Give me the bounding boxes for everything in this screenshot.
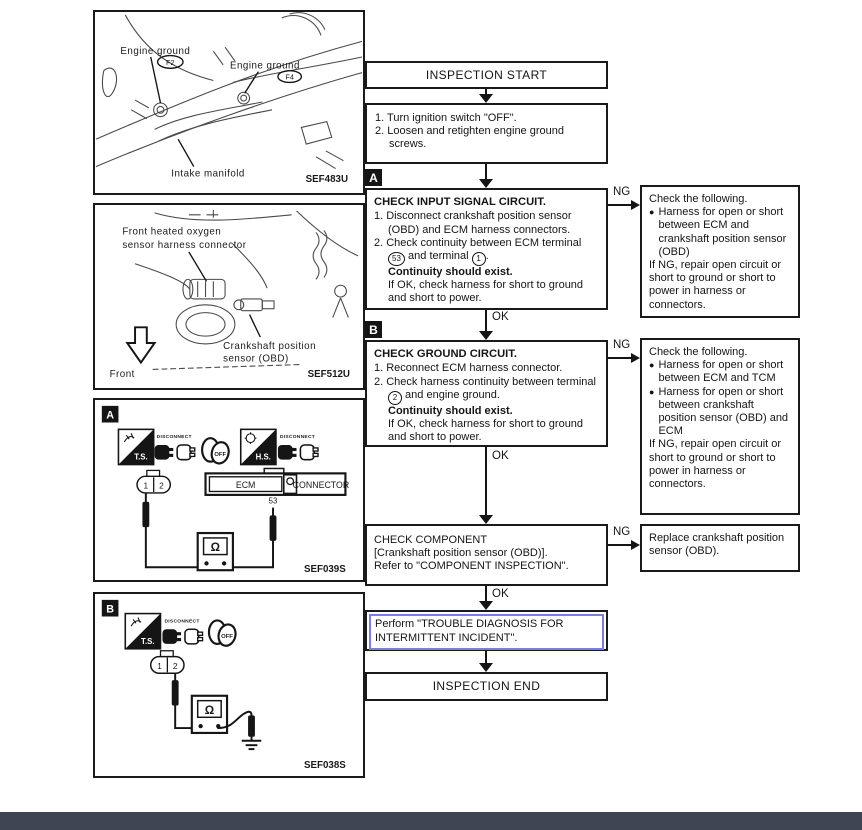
inspection-end-label: INSPECTION END xyxy=(432,679,541,694)
ng-label: NG xyxy=(613,526,631,538)
if-ng-note: If NG, repair open circuit or short to ground or short to power in harness or connectors. xyxy=(649,258,782,311)
diagram-a-badge-label: A xyxy=(106,409,115,422)
prep-step-2: 2. Loosen and retighten engine ground screws. xyxy=(375,125,564,151)
flow-arrow xyxy=(485,164,487,179)
replace-sensor-box xyxy=(640,524,800,572)
probe xyxy=(142,502,149,527)
inspection-end-box xyxy=(365,672,608,701)
bullet-icon: ● xyxy=(649,360,655,371)
leader-line xyxy=(245,72,259,94)
ohm-symbol: Ω xyxy=(210,541,221,555)
terminal-53-badge: 53 xyxy=(388,252,405,266)
replace-sensor-text: Replace crankshaft position sensor (OBD). xyxy=(649,532,785,558)
check-component-box xyxy=(365,524,608,586)
ts-tool-icon xyxy=(125,614,160,649)
disconnect-label: DISCONNECT xyxy=(279,435,316,441)
continuity-note: Continuity should exist. xyxy=(388,266,513,278)
ng-label: NG xyxy=(613,339,631,351)
hs-tool-icon xyxy=(241,429,276,464)
intake-manifold-label: Intake manifold xyxy=(171,168,245,180)
figure-code: SEF483U xyxy=(305,174,349,186)
step-a-badge xyxy=(365,169,382,186)
off-label: OFF xyxy=(214,451,227,458)
ok-label: OK xyxy=(492,588,509,600)
ng-check-harness-box-1 xyxy=(640,185,800,318)
ground-symbol-icon xyxy=(242,741,262,749)
sensor-connector-pins xyxy=(151,651,184,674)
ignition-off-icon xyxy=(202,438,231,465)
flow-arrowhead xyxy=(479,601,493,610)
sensor-connector-pins xyxy=(137,470,170,493)
flow-arrow xyxy=(485,586,487,601)
leader-line xyxy=(250,315,261,338)
bullet-icon: ● xyxy=(649,207,655,218)
probe xyxy=(172,680,179,705)
ng-arrowhead xyxy=(631,540,640,550)
harness-bullet: ● Harness for open or short between crankshaft position sensor (OBD) and ECM xyxy=(649,385,789,438)
engine-ground-label-1: Engine ground xyxy=(120,46,191,58)
check-input-signal-title: CHECK INPUT SIGNAL CIRCUIT. xyxy=(374,196,546,208)
leader-line xyxy=(151,57,161,103)
engine-ground-illustration-panel xyxy=(93,10,365,195)
disconnect-label: DISCONNECT xyxy=(164,619,200,625)
ckp-sensor-label-line1: Crankshaft position xyxy=(223,340,317,352)
flow-arrow xyxy=(485,447,487,515)
ng-check-harness-box-2 xyxy=(640,338,800,515)
front-label: Front xyxy=(109,369,135,381)
check-input-step-1: 1. Disconnect crankshaft position sensor (OBD) and ECM harness connectors. xyxy=(374,210,572,236)
intermittent-incident-link[interactable]: Perform "TROUBLE DIAGNOSIS FOR INTERMITTENT INCIDENT". xyxy=(369,614,604,650)
inspection-start-label: INSPECTION START xyxy=(425,67,548,82)
check-component-line1: CHECK COMPONENT xyxy=(374,534,488,546)
terminal-2-badge: 2 xyxy=(388,391,402,405)
ok-label: OK xyxy=(492,450,509,462)
check-ground-step-1: 1. Reconnect ECM harness connector. xyxy=(374,362,563,375)
connector-badge-f4-label: F4 xyxy=(285,72,294,82)
bullet-icon: ● xyxy=(649,386,655,397)
if-ok-note: If OK, check harness for short to ground and short to power. xyxy=(388,279,584,305)
disconnect-connector-icon xyxy=(155,445,195,460)
ohm-symbol: Ω xyxy=(204,703,215,717)
figure-code: SEF512U xyxy=(307,369,350,381)
check-component-line3: Refer to "COMPONENT INSPECTION". xyxy=(374,560,569,573)
ckp-sensor-label-line2: sensor (OBD) xyxy=(223,353,289,365)
check-following-heading: Check the following. xyxy=(649,193,748,205)
off-label: OFF xyxy=(221,634,233,641)
circuit-diagram-a-panel xyxy=(93,398,365,582)
step-b-badge-label: B xyxy=(369,322,378,337)
check-ground-circuit-box xyxy=(365,340,608,447)
circuit-diagram-a xyxy=(95,400,363,580)
o2-sensor-label-line1: Front heated oxygen xyxy=(122,226,222,238)
if-ng-note: If NG, repair open circuit or short to ground or short to power in harness or connectors. xyxy=(649,438,782,490)
figure-code: SEF038S xyxy=(303,760,346,772)
ok-label: OK xyxy=(492,311,509,323)
flow-arrow xyxy=(485,310,487,331)
pin-2-label: 2 xyxy=(159,480,164,491)
terminal-53-label: 53 xyxy=(268,496,278,506)
engine-sketch xyxy=(96,13,362,169)
check-ground-title: CHECK GROUND CIRCUIT. xyxy=(374,348,517,360)
engine-ground-label-2: Engine ground xyxy=(229,60,300,72)
preparation-steps-box xyxy=(365,103,608,164)
leader-line xyxy=(189,252,207,281)
ng-arrowhead xyxy=(631,200,640,210)
sensor-location-illustration xyxy=(95,205,363,388)
connector-badge-f2-label: F2 xyxy=(166,57,175,67)
terminal-1-badge: 1 xyxy=(472,252,486,266)
pin-1-label: 1 xyxy=(157,660,162,671)
step-b-badge xyxy=(365,321,382,338)
ng-arrowhead xyxy=(631,353,640,363)
probe xyxy=(248,715,255,737)
circuit-diagram-b xyxy=(95,594,363,776)
if-ok-note: If OK, check harness for short to ground and short to power. xyxy=(388,418,584,444)
disconnect-connector-icon xyxy=(162,629,202,644)
prep-step-1: 1. Turn ignition switch "OFF". xyxy=(375,112,517,124)
ng-connector-line xyxy=(608,544,632,546)
ts-label: T.S. xyxy=(141,636,155,646)
bottom-bar xyxy=(0,812,862,830)
perform-trouble-diagnosis-box xyxy=(365,610,608,651)
o2-sensor-label-line2: sensor harness connector xyxy=(122,240,247,252)
engine-ground-illustration xyxy=(95,12,363,193)
pin-2-label: 2 xyxy=(172,660,178,671)
disconnect-label: DISCONNECT xyxy=(156,435,192,441)
leader-line xyxy=(178,139,194,166)
step-a-badge-label: A xyxy=(369,170,378,185)
flow-arrowhead xyxy=(479,94,493,103)
ecm-label: ECM xyxy=(235,480,256,491)
connector-label: CONNECTOR xyxy=(292,480,350,491)
check-input-signal-box xyxy=(365,188,608,310)
flow-arrowhead xyxy=(479,515,493,524)
circuit-diagram-b-panel xyxy=(93,592,365,778)
ignition-off-icon xyxy=(209,620,238,647)
sensor-location-illustration-panel xyxy=(93,203,365,390)
ohmmeter xyxy=(198,533,233,570)
check-following-heading: Check the following. xyxy=(649,346,748,358)
ts-tool-icon xyxy=(118,429,153,464)
figure-code: SEF039S xyxy=(303,564,346,576)
flow-arrow xyxy=(485,651,487,663)
ts-label: T.S. xyxy=(134,452,148,462)
ecm-connector xyxy=(206,468,350,494)
front-direction-arrow-icon xyxy=(127,327,154,362)
disconnect-connector-icon xyxy=(278,445,318,460)
check-ground-step-2: 2. Check harness continuity between terminal 2 and engine ground. xyxy=(374,376,599,405)
inspection-start-box xyxy=(365,61,608,89)
check-input-step-2: 2. Check continuity between ECM terminal 53 and terminal 1 . xyxy=(374,237,599,266)
ng-connector-line xyxy=(608,357,632,359)
pin-1-label: 1 xyxy=(143,480,149,491)
ng-connector-line xyxy=(608,204,632,206)
diagram-b-badge-label: B xyxy=(106,603,114,616)
hs-label: H.S. xyxy=(255,452,271,462)
continuity-note: Continuity should exist. xyxy=(388,404,513,417)
harness-bullet: ● Harness for open or short between ECM and crankshaft position sensor (OBD) xyxy=(649,206,787,258)
flow-arrowhead xyxy=(479,331,493,340)
flow-arrowhead xyxy=(479,663,493,672)
ng-label: NG xyxy=(613,186,631,198)
probe xyxy=(270,515,277,540)
harness-bullet: ● Harness for open or short between ECM and TCM xyxy=(649,359,784,385)
check-component-line2: [Crankshaft position sensor (OBD)]. xyxy=(374,547,548,560)
flow-arrowhead xyxy=(479,179,493,188)
